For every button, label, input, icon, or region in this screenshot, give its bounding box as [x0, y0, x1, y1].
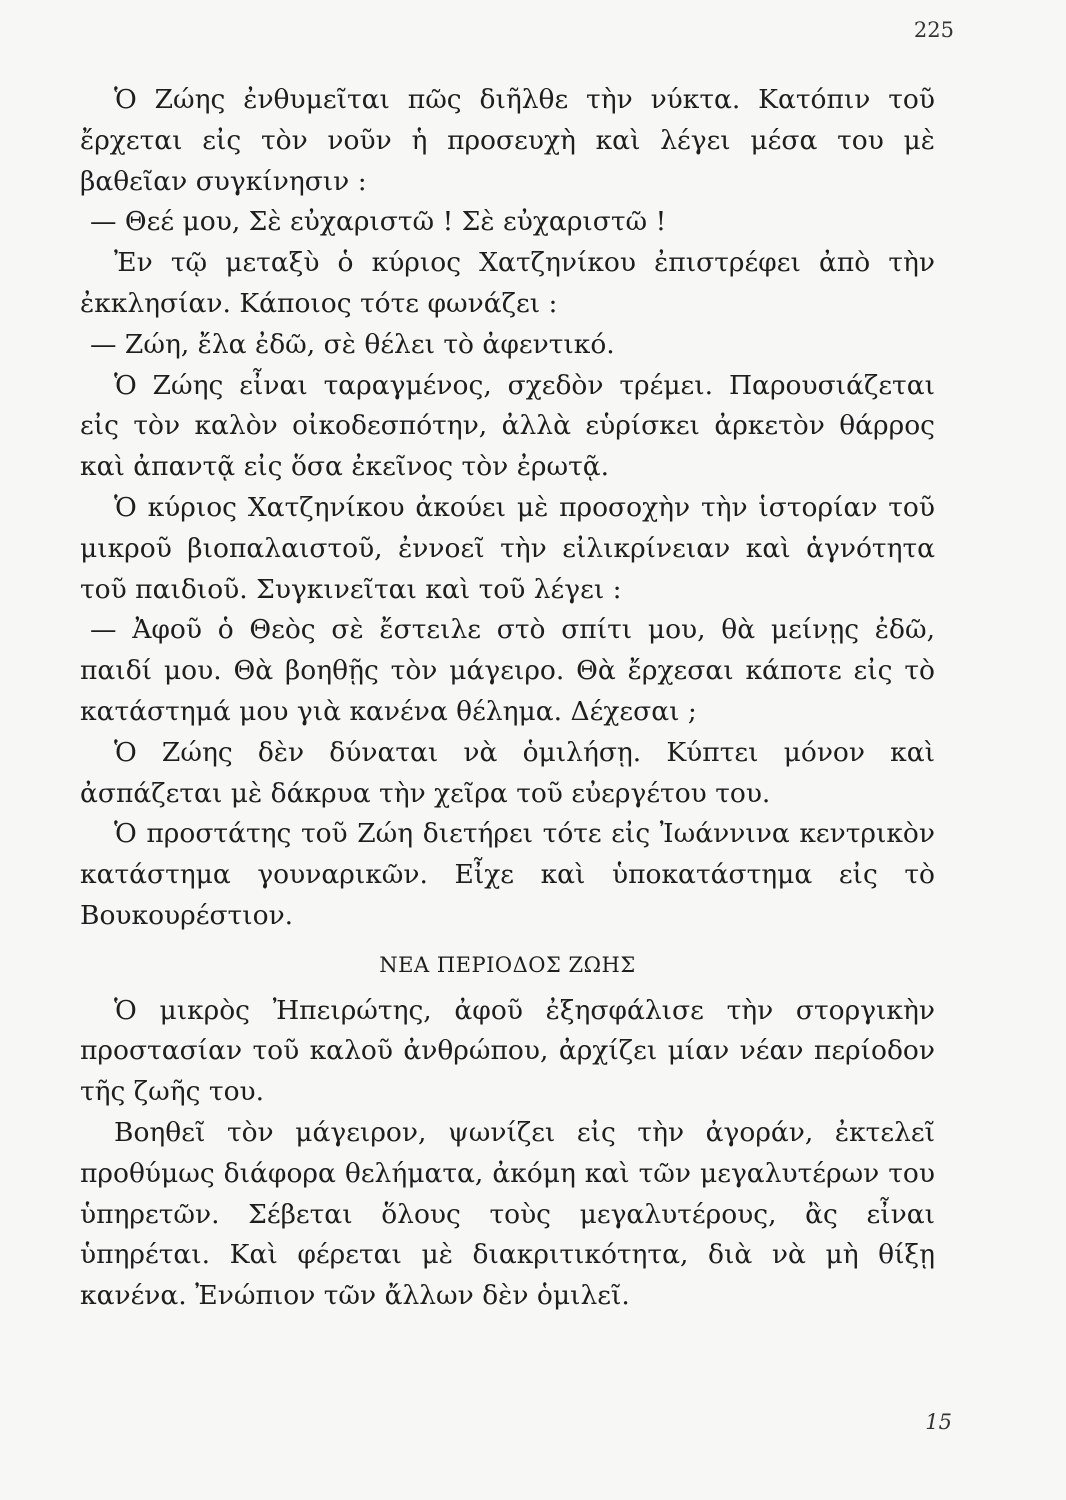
paragraph: Ὁ προστάτης τοῦ Ζώη διετήρει τότε εἰς Ἰωάννινα κεντρικὸν κατάστημα γουναρικῶν. Εἶχε καὶ ὑποκατάστημα εἰς τὸ Βουκουρέστιον. — [80, 818, 935, 931]
page-number: 225 — [913, 18, 954, 42]
signature-mark: 15 — [925, 1410, 952, 1434]
paragraph: Ὁ Ζώης ἐνθυμεῖται πῶς διῆλθε τὴν νύκτα. Κατόπιν τοῦ ἔρχεται εἰς τὸν νοῦν ἡ προσευχὴ καὶ λέγει μέσα του μὲ βαθεῖαν συγκίνησιν : — [80, 84, 935, 197]
paragraph: Ὁ Ζώης δὲν δύναται νὰ ὁμιλήσῃ. Κύπτει μόνον καὶ ἀσπάζεται μὲ δάκρυα τὴν χεῖρα τοῦ εὐεργέτου του. — [80, 736, 935, 809]
dialog-line: — Ζώη, ἔλα ἐδῶ, σὲ θέλει τὸ ἀφεντικό. — [90, 328, 615, 360]
dialog-line: — Θεέ μου, Σὲ εὐχαριστῶ ! Σὲ εὐχαριστῶ ! — [90, 206, 667, 238]
paragraph: Βοηθεῖ τὸν μάγειρον, ψωνίζει εἰς τὴν ἀγοράν, ἐκτελεῖ προθύμως διάφορα θελήματα, ἀκόμη καὶ τῶν μεγαλυτέρων του ὑπηρετῶν. Σέβεται ὅλους τοὺς μεγαλυτέρους, ἂς εἶναι ὑπηρέται. Καὶ φέρεται μὲ διακριτικότητα, διὰ νὰ μὴ θίξῃ κανένα. Ἐνώπιον τῶν ἄλλων δὲν ὁμιλεῖ. — [80, 1116, 935, 1312]
paragraph: Ὁ μικρὸς Ἠπειρώτης, ἀφοῦ ἐξησφάλισε τὴν στοργικὴν προστασίαν τοῦ καλοῦ ἀνθρώπου, ἀρχίζει μίαν νέαν περίοδον τῆς ζωῆς του. — [80, 994, 935, 1108]
page-body — [80, 80, 935, 1317]
paragraph: Ἐν τῷ μεταξὺ ὁ κύριος Χατζηνίκου ἐπιστρέφει ἀπὸ τὴν ἐκκλησίαν. Κάποιος τότε φωνάζει : — [80, 247, 935, 319]
paragraph: Ὁ κύριος Χατζηνίκου ἀκούει μὲ προσοχὴν τὴν ἱστορίαν τοῦ μικροῦ βιοπαλαιστοῦ, ἐννοεῖ τὴν εἰλικρίνειαν καὶ ἁγνότητα τοῦ παιδιοῦ. Συγκινεῖται καὶ τοῦ λέγει : — [80, 491, 935, 605]
dialog-line: — Ἀφοῦ ὁ Θεὸς σὲ ἔστειλε στὸ σπίτι μου, θὰ μείνῃς ἐδῶ, παιδί μου. Θὰ βοηθῇς τὸν μάγειρο. Θὰ ἔρχεσαι κάποτε εἰς τὸ κατάστημά μου γιὰ κανένα θέλημα. Δέχεσαι ; — [80, 614, 935, 727]
section-heading: ΝΕΑ ΠΕΡΙΟΔΟΣ ΖΩΗΣ — [379, 952, 636, 977]
paragraph: Ὁ Ζώης εἶναι ταραγμένος, σχεδὸν τρέμει. Παρουσιάζεται εἰς τὸν καλὸν οἰκοδεσπότην, ἀλλὰ εὑρίσκει ἀρκετὸν θάρρος καὶ ἀπαντᾷ εἰς ὅσα ἐκεῖνος τὸν ἐρωτᾷ. — [80, 369, 935, 483]
